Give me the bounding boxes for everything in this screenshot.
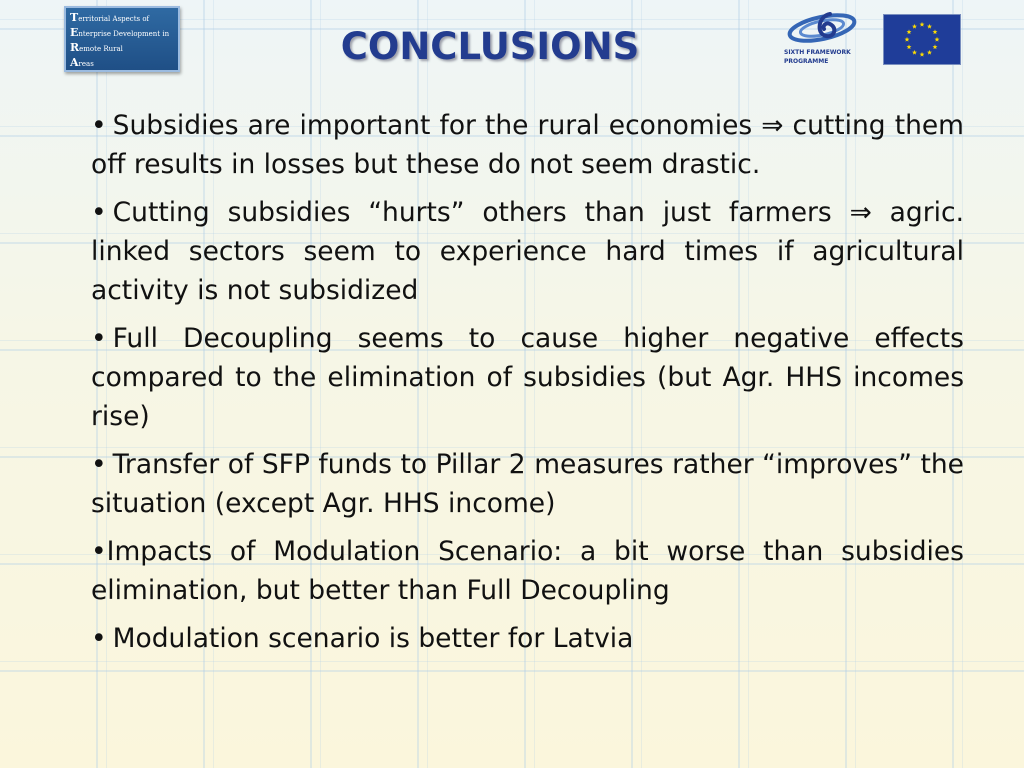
bullet-marker: •	[91, 110, 107, 141]
list-item	[91, 532, 964, 610]
tera-logo-line: Territorial Aspects of	[70, 11, 150, 24]
bullet-text: Cutting subsidies “hurts” others than just farmers ⇒ agric. linked sectors seem to experience hard times if agricultural activity is not subsidized	[91, 197, 964, 306]
tera-logo	[64, 6, 180, 72]
tera-logo-line: Remote Rural	[70, 41, 123, 54]
bullet-marker: •	[91, 449, 107, 480]
bullet-marker: •	[91, 323, 107, 354]
list-item	[91, 619, 964, 658]
bullet-marker: •	[91, 536, 107, 567]
list-item	[91, 193, 964, 310]
bullet-text: Modulation scenario is better for Latvia	[112, 623, 634, 654]
bullet-text: Impacts of Modulation Scenario: a bit worse than subsidies elimination, but better than Full Decoupling	[91, 536, 964, 606]
fp6-label-line: SIXTH FRAMEWORK	[784, 49, 851, 56]
bullet-text: Subsidies are important for the rural economies ⇒ cutting them off results in losses but these do not seem drastic.	[91, 110, 964, 180]
bullet-text: Transfer of SFP funds to Pillar 2 measures rather “improves” the situation (except Agr. HHS income)	[91, 449, 964, 519]
eu-flag-icon	[883, 14, 961, 65]
list-item	[91, 319, 964, 436]
slide-title: CONCLUSIONS	[340, 25, 640, 68]
tera-logo-line: Areas	[70, 56, 94, 69]
conclusions-list	[91, 106, 964, 667]
list-item	[91, 445, 964, 523]
bullet-marker: •	[91, 197, 107, 228]
tera-logo-line: Enterprise Development in	[70, 26, 170, 39]
fp6-label	[784, 48, 864, 66]
bullet-marker: •	[91, 623, 107, 654]
bullet-text: Full Decoupling seems to cause higher negative effects compared to the elimination of subsidies (but Agr. HHS incomes rise)	[91, 323, 964, 432]
fp6-label-line: PROGRAMME	[784, 58, 829, 65]
list-item	[91, 106, 964, 184]
